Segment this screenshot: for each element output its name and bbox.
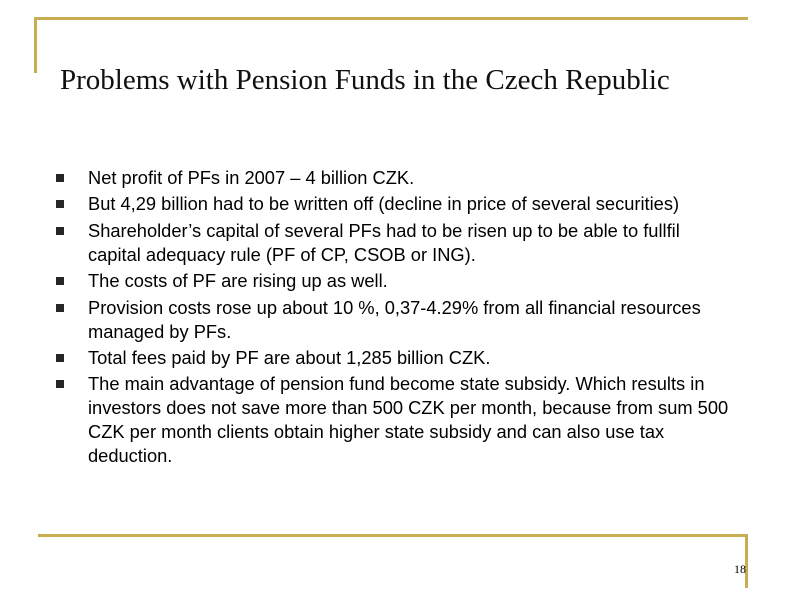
square-bullet-icon bbox=[56, 227, 64, 235]
frame-bottom-line bbox=[38, 534, 748, 537]
bullet-item bbox=[56, 346, 736, 370]
square-bullet-icon bbox=[56, 304, 64, 312]
bullet-text: The main advantage of pension fund become state subsidy. Which results in investors does not save more than 500 CZK per month, because from sum 500 CZK per month clients obtain higher state subsidy and can also use tax deduction. bbox=[88, 373, 729, 467]
bullet-text: Total fees paid by PF are about 1,285 billion CZK. bbox=[88, 346, 491, 368]
bullet-item bbox=[56, 269, 736, 293]
bullet-list bbox=[56, 166, 736, 471]
bullet-item bbox=[56, 296, 736, 344]
bullet-item bbox=[56, 219, 736, 267]
square-bullet-icon bbox=[56, 200, 64, 208]
bullet-item bbox=[56, 166, 736, 190]
square-bullet-icon bbox=[56, 354, 64, 362]
frame-left-line bbox=[34, 17, 37, 73]
slide-title: Problems with Pension Funds in the Czech Republic bbox=[60, 64, 670, 96]
frame-right-line bbox=[745, 534, 748, 588]
bullet-item bbox=[56, 372, 736, 468]
bullet-item bbox=[56, 192, 736, 216]
frame-top-line bbox=[34, 17, 748, 20]
square-bullet-icon bbox=[56, 174, 64, 182]
bullet-text: Shareholder’s capital of several PFs had to be risen up to be able to fullfil capital adequacy rule (PF of CP, CSOB or ING). bbox=[88, 219, 680, 265]
bullet-text: The costs of PF are rising up as well. bbox=[88, 270, 388, 292]
bullet-text: Provision costs rose up about 10 %, 0,37-4.29% from all financial resources managed by PFs. bbox=[88, 296, 701, 342]
bullet-text: Net profit of PFs in 2007 – 4 billion CZK. bbox=[88, 167, 415, 188]
bullet-text: But 4,29 billion had to be written off (decline in price of several securities) bbox=[88, 193, 680, 215]
square-bullet-icon bbox=[56, 277, 64, 285]
page-number: 18 bbox=[734, 562, 746, 576]
square-bullet-icon bbox=[56, 380, 64, 388]
